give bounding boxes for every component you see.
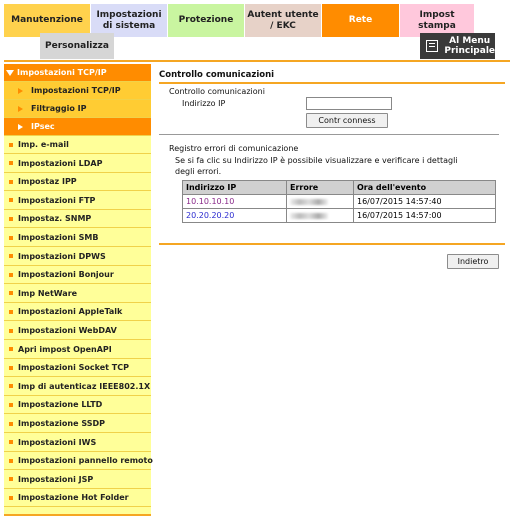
- column-header-error: Errore: [287, 181, 354, 195]
- sidebar-item-smb[interactable]: [4, 229, 151, 247]
- sidebar-item-label: Imp di autenticaz IEEE802.1X: [18, 381, 151, 391]
- bullet-icon: [9, 143, 13, 147]
- sidebar-item-bonjour[interactable]: [4, 266, 151, 284]
- sidebar-item-webdav[interactable]: [4, 322, 151, 340]
- sidebar-item-hot-folder[interactable]: [4, 489, 151, 507]
- bullet-arrow-icon: [18, 124, 23, 130]
- event-time-cell: 16/07/2015 14:57:40: [354, 195, 496, 209]
- redacted-error: [290, 199, 328, 205]
- sidebar-item-dpws[interactable]: [4, 248, 151, 266]
- tab-print-settings[interactable]: Impost stampa: [400, 4, 475, 37]
- bullet-icon: [9, 329, 13, 333]
- sidebar-item-label: Impostazioni DPWS: [18, 251, 106, 261]
- bullet-icon: [9, 477, 13, 481]
- column-header-ip: Indirizzo IP: [183, 181, 287, 195]
- sidebar-item-ipp[interactable]: [4, 173, 151, 191]
- title-divider: [159, 82, 505, 84]
- bullet-icon: [9, 273, 13, 277]
- sidebar-item-openapi[interactable]: [4, 341, 151, 359]
- table-row: [183, 195, 496, 209]
- column-header-time: Ora dell'evento: [354, 181, 496, 195]
- bullet-icon: [9, 347, 13, 351]
- sidebar-item-label: Filtraggio IP: [31, 104, 87, 113]
- sidebar-item-ssdp[interactable]: [4, 415, 151, 433]
- sidebar-item-jsp[interactable]: [4, 471, 151, 489]
- sidebar-item-label: Impostazioni Bonjour: [18, 270, 114, 280]
- table-row: [183, 209, 496, 223]
- sidebar-item-label: Impostazioni WebDAV: [18, 326, 117, 335]
- sidebar-item-email[interactable]: [4, 136, 151, 154]
- bullet-icon: [9, 384, 13, 388]
- header-divider: [4, 60, 510, 62]
- sidebar-item-iws[interactable]: [4, 434, 151, 452]
- event-time-cell: 16/07/2015 14:57:00: [354, 209, 496, 223]
- back-button[interactable]: Indietro: [447, 254, 499, 269]
- sidebar-item-ieee8021x[interactable]: [4, 378, 151, 396]
- sidebar-item-label: Imp NetWare: [18, 288, 78, 298]
- tab-customize[interactable]: Personalizza: [40, 33, 114, 59]
- main-menu-label: Al Menu Principale: [444, 36, 496, 56]
- error-log-table: [182, 180, 496, 223]
- bullet-arrow-icon: [18, 88, 23, 94]
- sidebar-item-label: Impostazione SSDP: [18, 419, 105, 428]
- expand-arrow-icon: [6, 70, 14, 76]
- sidebar-item-label: IPsec: [31, 122, 55, 131]
- sidebar-item-ftp[interactable]: [4, 192, 151, 210]
- page-title: Controllo comunicazioni: [159, 70, 275, 80]
- sidebar-item-label: Impostaz IPP: [18, 177, 77, 187]
- bullet-icon: [9, 291, 13, 295]
- sidebar: [4, 64, 151, 514]
- sidebar-item-socket-tcp[interactable]: [4, 359, 151, 377]
- bullet-icon: [9, 217, 13, 221]
- sidebar-item-netware[interactable]: [4, 285, 151, 303]
- bullet-icon: [9, 422, 13, 426]
- sidebar-item-label: Impostazioni TCP/IP: [17, 68, 107, 77]
- sidebar-item-label: Impostazioni AppleTalk: [18, 307, 123, 317]
- section-title-check: Controllo comunicazioni: [169, 87, 265, 96]
- sidebar-item-snmp[interactable]: [4, 210, 151, 228]
- ip-address-label: Indirizzo IP: [182, 99, 226, 108]
- sidebar-item-remote-panel[interactable]: [4, 452, 151, 470]
- sidebar-item-appletalk[interactable]: [4, 303, 151, 321]
- table-header-row: [183, 181, 496, 195]
- section-title-error-log: Registro errori di comunicazione: [169, 144, 299, 153]
- check-connection-button[interactable]: Contr conness: [306, 113, 388, 128]
- ip-address-link[interactable]: 10.10.10.10: [183, 195, 287, 209]
- bullet-icon: [9, 310, 13, 314]
- bullet-icon: [9, 161, 13, 165]
- tab-network[interactable]: Rete: [322, 4, 400, 37]
- bullet-arrow-icon: [18, 106, 23, 112]
- sidebar-item-label: Impostaz. SNMP: [18, 214, 92, 224]
- bullet-icon: [9, 440, 13, 444]
- bullet-icon: [9, 198, 13, 202]
- sidebar-item-tcpip-group[interactable]: [4, 64, 151, 82]
- sidebar-item-label: Imp. e-mail: [18, 140, 69, 149]
- sidebar-subitem-ipsec[interactable]: [4, 118, 151, 136]
- tab-user-auth[interactable]: Autent utente / EKC: [245, 4, 322, 37]
- sidebar-item-lltd[interactable]: [4, 396, 151, 414]
- bullet-icon: [9, 403, 13, 407]
- error-cell: [287, 195, 354, 209]
- sidebar-item-label: Impostazioni Socket TCP: [18, 363, 129, 373]
- tab-maintenance[interactable]: Manutenzione: [4, 4, 91, 37]
- sidebar-item-label: Impostazioni TCP/IP: [31, 86, 121, 95]
- sidebar-item-label: Impostazioni JSP: [18, 474, 94, 484]
- bullet-icon: [9, 366, 13, 370]
- sidebar-item-label: Impostazioni IWS: [18, 437, 97, 447]
- bullet-icon: [9, 236, 13, 240]
- bullet-icon: [9, 496, 13, 500]
- sidebar-item-ldap[interactable]: [4, 155, 151, 173]
- main-menu-button[interactable]: [420, 33, 495, 59]
- sidebar-item-label: Impostazione Hot Folder: [18, 493, 129, 503]
- sidebar-item-label: Impostazioni LDAP: [18, 158, 103, 168]
- sidebar-bottom-divider: [4, 514, 151, 516]
- menu-icon: [426, 40, 438, 52]
- error-log-description: Se si fa clic su Indirizzo IP è possibile visualizzare e verificare i dettagli degli errori.: [175, 156, 458, 176]
- redacted-error: [290, 213, 328, 219]
- ip-address-input[interactable]: [306, 97, 392, 110]
- bullet-icon: [9, 254, 13, 258]
- bullet-icon: [9, 459, 13, 463]
- error-cell: [287, 209, 354, 223]
- sidebar-subitem-ip-filter[interactable]: [4, 100, 151, 118]
- section-divider: [159, 134, 499, 135]
- sidebar-item-label: Apri impost OpenAPI: [18, 344, 112, 354]
- ip-address-link[interactable]: 20.20.20.20: [183, 209, 287, 223]
- sidebar-item-label: Impostazioni SMB: [18, 233, 99, 242]
- sidebar-item-label: Impostazione LLTD: [18, 400, 103, 410]
- content-bottom-divider: [159, 243, 505, 245]
- tab-protection[interactable]: Protezione: [168, 4, 245, 37]
- sidebar-item-label: Impostazioni pannello remoto: [18, 456, 153, 466]
- sidebar-subitem-tcpip[interactable]: [4, 82, 151, 100]
- tab-system-settings[interactable]: Impostazioni di sistema: [91, 4, 168, 37]
- sidebar-item-label: Impostazioni FTP: [18, 195, 96, 205]
- bullet-icon: [9, 180, 13, 184]
